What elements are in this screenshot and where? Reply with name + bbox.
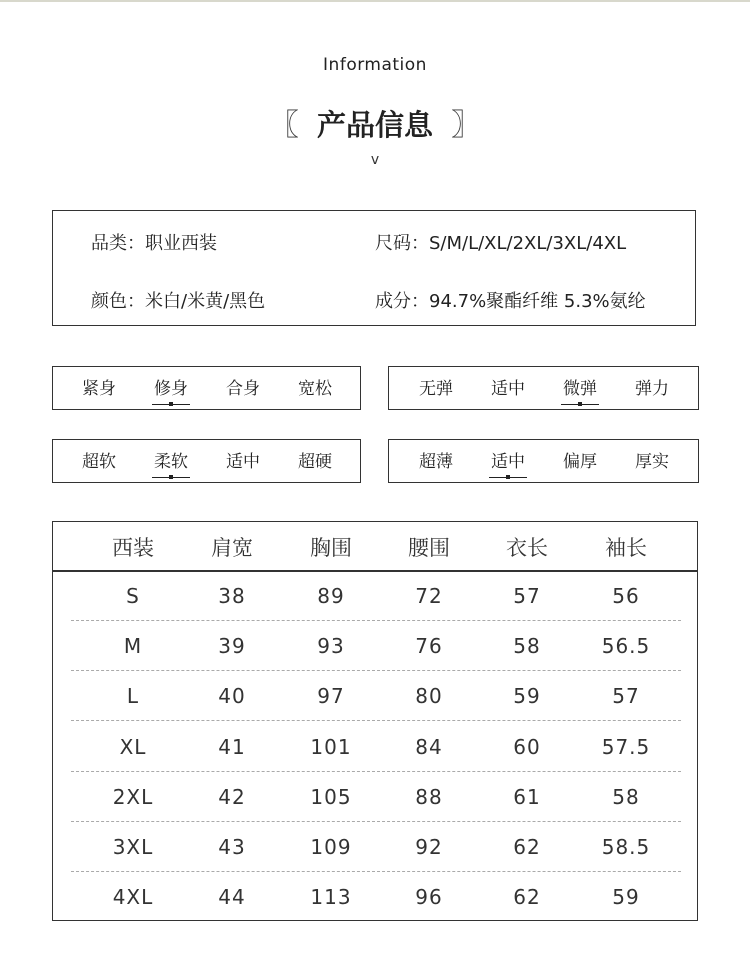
table-cell: 97 bbox=[317, 684, 345, 709]
fit-selector bbox=[52, 366, 361, 410]
elasticity-selector bbox=[388, 366, 699, 410]
table-header-cell: 腰围 bbox=[408, 536, 450, 560]
thickness-option: 偏厚 bbox=[563, 452, 597, 472]
fit-option: 宽松 bbox=[298, 379, 332, 399]
bracket-right: 〗 bbox=[451, 108, 481, 143]
softness-option: 超硬 bbox=[298, 452, 332, 472]
table-cell: 58 bbox=[513, 634, 541, 659]
fit-option: 修身 bbox=[141, 374, 201, 399]
section-title bbox=[0, 100, 750, 144]
size-label-cell: XL bbox=[119, 734, 147, 759]
info-color: 颜色：米白/米黄/黑色 bbox=[91, 291, 266, 312]
table-cell: 101 bbox=[310, 734, 352, 759]
table-cell: 43 bbox=[218, 835, 246, 859]
elasticity-option: 微弹 bbox=[550, 374, 610, 399]
table-header-cell: 肩宽 bbox=[211, 536, 253, 560]
size-label-cell: S bbox=[126, 584, 140, 608]
table-header-cell: 袖长 bbox=[605, 536, 647, 560]
top-divider bbox=[0, 0, 750, 2]
row-divider bbox=[71, 771, 681, 772]
table-cell: 56.5 bbox=[601, 634, 651, 659]
info-category: 品类：职业西装 bbox=[91, 233, 217, 254]
table-cell: 62 bbox=[513, 835, 541, 859]
row-divider bbox=[71, 670, 681, 671]
size-label-cell: 3XL bbox=[112, 835, 154, 859]
table-cell: 84 bbox=[415, 734, 443, 759]
table-cell: 44 bbox=[218, 885, 246, 910]
size-label-cell: L bbox=[126, 684, 140, 709]
size-table bbox=[52, 521, 698, 921]
row-divider bbox=[71, 620, 681, 621]
table-cell: 56 bbox=[612, 584, 640, 608]
table-cell: 92 bbox=[415, 835, 443, 859]
thickness-selector bbox=[388, 439, 699, 483]
table-cell: 89 bbox=[317, 584, 345, 608]
info-composition: 成分：94.7%聚酯纤维 5.3%氨纶 bbox=[375, 291, 646, 312]
table-cell: 57 bbox=[513, 584, 541, 608]
softness-option: 适中 bbox=[226, 452, 260, 472]
table-cell: 105 bbox=[310, 784, 352, 809]
table-header-cell: 胸围 bbox=[310, 536, 352, 560]
info-size: 尺码：S/M/L/XL/2XL/3XL/4XL bbox=[375, 233, 627, 254]
fit-option: 合身 bbox=[226, 379, 260, 399]
table-cell: 59 bbox=[612, 885, 640, 910]
table-cell: 113 bbox=[310, 885, 352, 910]
table-cell: 93 bbox=[317, 634, 345, 659]
size-label-cell: 2XL bbox=[112, 784, 154, 809]
softness-option: 超软 bbox=[82, 452, 116, 472]
table-cell: 57 bbox=[612, 684, 640, 709]
softness-option: 柔软 bbox=[141, 447, 201, 472]
fit-option: 紧身 bbox=[82, 379, 116, 399]
table-cell: 60 bbox=[513, 734, 541, 759]
table-cell: 40 bbox=[218, 684, 246, 709]
row-divider bbox=[71, 871, 681, 872]
elasticity-option: 无弹 bbox=[419, 379, 453, 399]
table-header-cell: 衣长 bbox=[506, 536, 548, 560]
product-info-box bbox=[52, 210, 696, 326]
table-cell: 72 bbox=[415, 584, 443, 608]
bracket-left: 〖 bbox=[268, 108, 299, 143]
section-title-english: Information bbox=[323, 55, 427, 75]
table-header-divider bbox=[53, 570, 697, 572]
table-cell: 42 bbox=[218, 784, 246, 809]
table-cell: 61 bbox=[513, 784, 541, 809]
table-cell: 109 bbox=[310, 835, 352, 859]
table-cell: 96 bbox=[415, 885, 443, 910]
thickness-option: 厚实 bbox=[635, 452, 669, 472]
row-divider bbox=[71, 720, 681, 721]
elasticity-option: 弹力 bbox=[635, 379, 669, 399]
table-cell: 39 bbox=[218, 634, 246, 659]
table-header-cell: 西装 bbox=[112, 536, 154, 560]
table-cell: 80 bbox=[415, 684, 443, 709]
table-cell: 76 bbox=[415, 634, 443, 659]
table-cell: 38 bbox=[218, 584, 246, 608]
thickness-option: 超薄 bbox=[419, 452, 453, 472]
table-cell: 62 bbox=[513, 885, 541, 910]
table-cell: 59 bbox=[513, 684, 541, 709]
chevron-down-icon: v bbox=[370, 152, 380, 168]
section-title-chinese: 产品信息 bbox=[316, 108, 433, 142]
size-label-cell: 4XL bbox=[112, 885, 154, 910]
size-label-cell: M bbox=[123, 634, 143, 659]
table-cell: 88 bbox=[415, 784, 443, 809]
table-cell: 58.5 bbox=[601, 835, 651, 859]
row-divider bbox=[71, 821, 681, 822]
table-cell: 57.5 bbox=[601, 734, 651, 759]
softness-selector bbox=[52, 439, 361, 483]
table-cell: 41 bbox=[218, 734, 246, 759]
elasticity-option: 适中 bbox=[491, 379, 525, 399]
table-cell: 58 bbox=[612, 784, 640, 809]
thickness-option: 适中 bbox=[478, 447, 538, 472]
